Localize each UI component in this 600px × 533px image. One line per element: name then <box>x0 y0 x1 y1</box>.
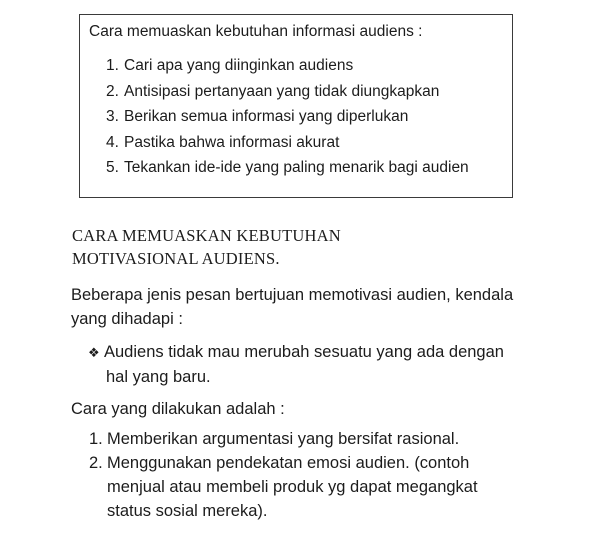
paragraph-line: Beberapa jenis pesan bertujuan memotivasi audien, kendala <box>71 286 514 304</box>
list-number: 1. <box>106 57 119 74</box>
list-text: Cari apa yang diinginkan audiens <box>124 57 354 74</box>
list-item <box>106 130 469 156</box>
list-item <box>106 79 469 105</box>
list-text: Menggunakan pendekatan emosi audien. (contoh <box>107 454 470 472</box>
heading-line: MOTIVASIONAL AUDIENS. <box>72 249 280 268</box>
list-number: 1. <box>89 430 103 448</box>
list-text: Antisipasi pertanyaan yang tidak diungkapkan <box>124 82 440 100</box>
list-number: 4. <box>106 133 119 151</box>
heading-line: CARA MEMUASKAN KEBUTUHAN <box>72 226 341 245</box>
list-text: Pastika bahwa informasi akurat <box>124 133 340 151</box>
list-item <box>106 104 469 130</box>
box-list <box>106 53 469 181</box>
diamond-bullet-icon: ❖ <box>88 345 100 360</box>
list-item <box>106 155 469 181</box>
section-heading <box>72 224 341 270</box>
list-item <box>89 451 478 523</box>
list-number: 5. <box>106 159 119 176</box>
list-item <box>106 53 469 79</box>
intro-paragraph <box>71 283 571 331</box>
steps-list <box>89 427 478 523</box>
list-text: menjual atau membeli produk yg dapat megangkat <box>107 478 478 496</box>
list-text: Memberikan argumentasi yang bersifat rasional. <box>107 430 460 448</box>
list-item <box>89 427 478 451</box>
bullet-text: hal yang baru. <box>106 368 211 386</box>
list-text: Berikan semua informasi yang diperlukan <box>124 108 409 125</box>
list-number: 2. <box>89 454 103 472</box>
paragraph-line: yang dihadapi : <box>71 310 183 328</box>
list-text: status sosial mereka). <box>107 502 268 520</box>
info-box <box>79 14 513 198</box>
bullet-text: Audiens tidak mau merubah sesuatu yang ada dengan <box>104 343 504 361</box>
list-text: Tekankan ide-ide yang paling menarik bagi audien <box>124 159 469 176</box>
box-title: Cara memuaskan kebutuhan informasi audiens : <box>89 23 423 40</box>
list-number: 2. <box>106 82 119 100</box>
method-paragraph: Cara yang dilakukan adalah : <box>71 400 285 418</box>
bullet-item <box>88 340 558 389</box>
list-number: 3. <box>106 108 119 125</box>
